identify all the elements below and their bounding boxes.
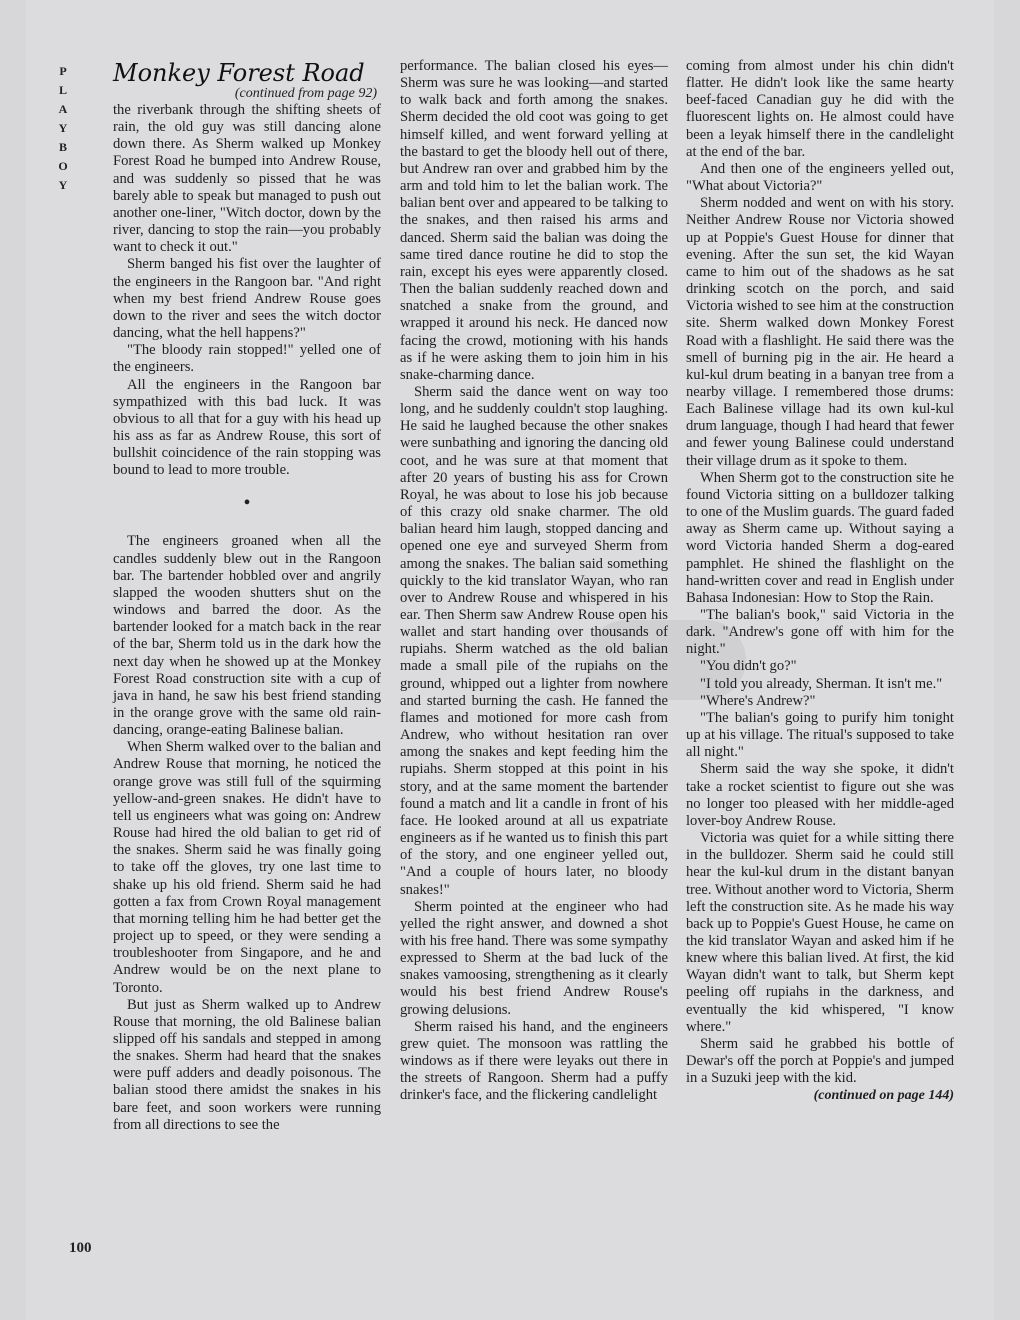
paragraph: Sherm said the dance went on way too long, and he suddenly couldn't stop laughing. He said he laughed because the other snakes were sunbathing and ignoring the dancing old coot, and he was sure at that moment that after 20 years of busting his ass for Crown Royal, he was about to lose his job because of this crazy old snake charmer. The old balian heard him laugh, stopped dancing and opened one eye and surveyed Sherm from among the snakes. The balian said something quickly to the kid translator Wayan, who ran over to Andrew Rouse and whispered in his ear. Then Sherm saw Andrew Rouse open his wallet and start handing over thousands of rupiahs. Sherm watched as the old balian made a small pile of the rupiahs on the ground, whipped out a lighter from nowhere and started burning the cash. He fanned the flames and motioned for more cash from Andrew, who without hesitation ran over among the snakes and kept feeding him the rupiahs. Sherm stopped at this point in his story, and at the same moment the bartender found a match and lit a candle in front of his face. He looked around at all us expatriate engineers as if he wanted us to finish this part of the story, and one engineer yelled out, "And a couple of hours later, no bloody snakes!": [400, 383, 668, 898]
paragraph: When Sherm got to the construction site he found Victoria sitting on a bulldozer talking to one of the Muslim guards. The guard faded away as Sherm came up. Without saying a word Victoria handed Sherm a dog-eared pamphlet. He shined the flashlight on the hand-written cover and read in English under Bahasa Indonesian: How to Stop the Rain.: [686, 469, 954, 606]
paragraph: Sherm nodded and went on with his story. Neither Andrew Rouse nor Victoria showed up at Poppie's Guest House for dinner that evening. After the sun set, the kid Wayan came to him out of the shadows as he sat drinking scotch on the porch, and said Victoria wished to see him at the construction site. Sherm walked down Monkey Forest Road with a flashlight. He said there was the smell of burning pig in the air. He heard a kul-kul drum beating in a banyan tree from a nearby village. I remembered those drums: Each Balinese village had its own kul-kul drum language, though I had heard that fewer and fewer young Balinese could understand their village drum as it spoke to them.: [686, 195, 954, 469]
column-1: [113, 58, 381, 1134]
section-break: •: [243, 492, 251, 515]
paragraph: coming from almost under his chin didn't flatter. He didn't look like the same hearty beef-faced Canadian guy he did with the fluorescent lights on. He almost could have been a leyak himself there in the candlelight at the end of the bar.: [686, 58, 954, 160]
paragraph: "I told you already, Sherman. It isn't me.": [700, 675, 943, 692]
paragraph: When Sherm walked over to the balian and Andrew Rouse that morning, he noticed the orange grove was still full of the squirming yellow-and-green snakes. He didn't have to tell us engineers what was going on: Andrew Rouse had hired the old balian to get rid of the snakes. Sherm said he was finally going to take off the gloves, try one last time to shake up his old friend. Sherm said he had gotten a fax from Crown Royal management that morning telling him he had better get the project up to speed, or they were sending a troubleshooter from Singapore, and he and Andrew would be on the next plane to Toronto.: [113, 739, 381, 996]
paragraph: The engineers groaned when all the candles suddenly blew out in the Rangoon bar. The bartender hobbled over and angrily slapped the wooden shutters shut on the windows and barred the door. As the bartender looked for a match back in the rear of the bar, Sherm told us in the dark how the next day when he showed up at the Monkey Forest Road construction site with a cup of java in hand, he saw his best friend standing in the orange grove with the same old rain-dancing, orange-eating Balinese balian.: [113, 533, 381, 739]
continued-on: (continued on page 144): [813, 1088, 954, 1104]
paragraph: performance. The balian closed his eyes—Sherm was sure he was looking—and started to walk back and forth among the snakes. Sherm decided the old coot was going to get himself killed, and went forward yelling at the bastard to get the bloody hell out of there, but Andrew ran over and grabbed him by the arm and told him to let the balian work. The balian bent over and appeared to be talking to the snakes, and then raised his arms and danced. Sherm said the balian was doing the same tired dance routine he did to stop the rain, except his eyes were apparently closed. Then the balian suddenly reached down and snatched a snake from the ground, and wrapped it around his neck. He danced now facing the crowd, motioning with his hands as if he were asking them to join him in his snake-charming dance.: [400, 58, 668, 383]
paragraph: Sherm said the way she spoke, it didn't take a rocket scientist to figure out she was no longer too pleased with her middle-aged lover-boy Andrew Rouse.: [686, 761, 954, 829]
page-number: 100: [69, 1240, 92, 1256]
paragraph: "The balian's book," said Victoria in the dark. "Andrew's gone off with him for the night.": [686, 607, 954, 658]
column-1-part-a: [113, 102, 381, 479]
paragraph: "You didn't go?": [700, 658, 797, 675]
paragraph: Victoria was quiet for a while sitting there in the bulldozer. Sherm said he could still hear the kul-kul drum in the distant banyan tree. Without another word to Victoria, Sherm left the construction site. As he made his way back up to Poppie's Guest House, he came on the kid translator Wayan and asked him if he knew where this balian lived. At first, the kid Wayan didn't want to talk, but Sherm kept peeling off rupiahs in the darkness, and eventually the kid whispered, "I know where.": [686, 830, 954, 1035]
paragraph: "The bloody rain stopped!" yelled one of the engineers.: [113, 342, 381, 376]
column-3-body: [686, 58, 954, 1087]
magazine-page: [26, 0, 994, 1320]
paragraph: "Where's Andrew?": [700, 692, 816, 709]
paragraph: Sherm pointed at the engineer who had yelled the right answer, and downed a shot with his free hand. There was some sympathy expressed to Sherm at the bad luck of the snakes vamoosing, strengthening as it clearly would his best friend Andrew Rouse's growing delusions.: [400, 898, 668, 1018]
paragraph: the riverbank through the shifting sheets of rain, the old guy was still dancing alone down there. As Sherm walked up Monkey Forest Road he bumped into Andrew Rouse, and was suddenly so pissed that he was barely able to speak but managed to push out another one-liner, "Witch doctor, down by the river, dancing to stop the rain—you probably want to check it out.": [113, 102, 381, 256]
column-2: [400, 58, 668, 1105]
paragraph: All the engineers in the Rangoon bar sympathized with this bad luck. It was obvious to all that for a guy with his head up his ass as far as Andrew Rouse, this sort of bullshit coincidence of the rain stopping was bound to lead to more trouble.: [113, 376, 381, 479]
paragraph: "The balian's going to purify him tonight up at his village. The ritual's supposed to take all night.": [686, 709, 954, 761]
paragraph: Sherm said he grabbed his bottle of Dewar's off the porch at Poppie's and jumped in a Suzuki jeep with the kid.: [686, 1035, 954, 1087]
column-3: [686, 58, 954, 1105]
running-head: PLAYBOY: [58, 64, 68, 192]
continued-from: (continued from page 92): [234, 86, 377, 101]
paragraph: Sherm banged his fist over the laughter of the engineers in the Rangoon bar. "And right when my best friend Andrew Rouse goes down to the river and sees the witch doctor dancing, what the hell happens?": [113, 256, 381, 342]
article-headline: Monkey Forest Road: [113, 59, 365, 87]
column-2-body: [400, 58, 668, 1105]
paragraph: But just as Sherm walked up to Andrew Rouse that morning, the old Balinese balian slipped off his sandals and stepped in among the snakes. Sherm had heard that the snakes were puff adders and deadly poisonous. The balian stood there amidst the snakes in his bare feet, and soon workers were running from all directions to see the: [113, 996, 381, 1133]
column-1-part-b: [113, 533, 381, 1133]
paragraph: And then one of the engineers yelled out, "What about Victoria?": [686, 160, 954, 195]
paragraph: Sherm raised his hand, and the engineers grew quiet. The monsoon was rattling the windows as if there were leyaks out there in the streets of Rangoon. Sherm had a puffy drinker's face, and the flickering candlelight: [400, 1018, 668, 1104]
